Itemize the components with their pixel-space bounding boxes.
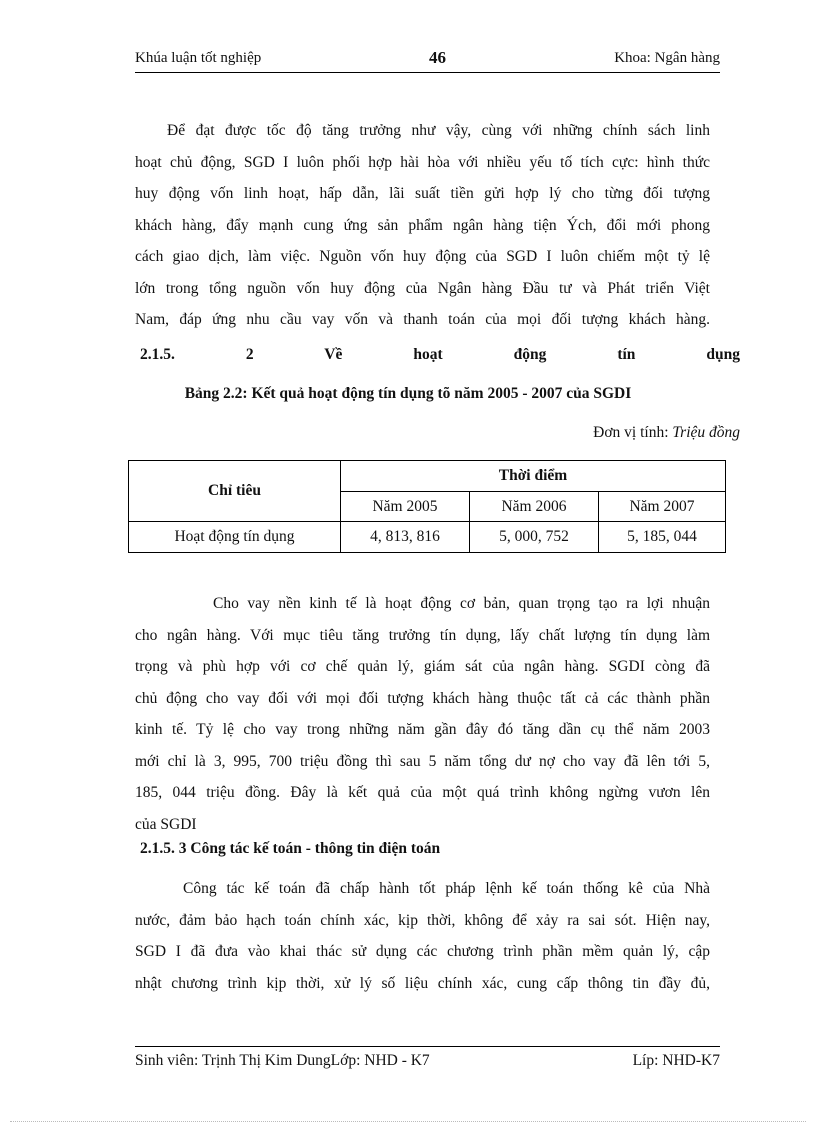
heading-word: hoạt [413, 346, 443, 363]
year-2007: Năm 2007 [599, 492, 726, 522]
paragraph-line: của SGDI [135, 815, 197, 833]
heading-word: Về [324, 346, 343, 363]
row-label: Hoạt động tín dụng [129, 522, 341, 553]
heading-word: dụng [706, 346, 740, 363]
page-header [135, 48, 720, 72]
paragraph-line: khách hàng, đẩy mạnh cung ứng sản phẩm ngân hàng tiện Ých, đổi mới phong [135, 216, 710, 234]
value-2007: 5, 185, 044 [599, 522, 726, 553]
paragraph-line: Công tác kế toán đã chấp hành tốt pháp lệnh kế toán thống kê của Nhà [183, 880, 710, 897]
paragraph-line: nước, đảm bảo hạch toán chính xác, kịp thời, không để xảy ra sai sót. Hiện nay, [135, 911, 710, 929]
header-thesis-title: Khúa luận tốt nghiệp [135, 50, 262, 66]
table-header-row [129, 461, 726, 492]
footer-class: Líp: NHD-K7 [632, 1052, 720, 1069]
paragraph-line: huy động vốn linh hoạt, hấp dẫn, lãi suất tiền gửi hợp lý cho từng đối tượng [135, 185, 710, 202]
value-2005: 4, 813, 816 [341, 522, 470, 553]
unit-value: Triệu đồng [672, 424, 740, 441]
header-faculty: Khoa: Ngân hàng [614, 50, 720, 66]
year-2006: Năm 2006 [470, 492, 599, 522]
paragraph-line: mới chỉ là 3, 995, 700 triệu đồng thì sau 5 năm tổng dư nợ cho vay đã lên tới 5, [135, 752, 710, 770]
year-2005: Năm 2005 [341, 492, 470, 522]
heading-word: tín [617, 346, 636, 363]
header-indicator: Chỉ tiêu [129, 461, 341, 522]
paragraph-line: Nam, đáp ứng nhu cầu vay vốn và thanh toán của mọi đối tượng khách hàng. [135, 311, 710, 328]
unit-label [593, 424, 740, 442]
paragraph-line: nhật chương trình kịp thời, xử lý số liệu chính xác, cung cấp thông tin đầy đủ, [135, 974, 710, 992]
paragraph-line: SGD I đã đưa vào khai thác sử dụng các chương trình phần mềm quản lý, cập [135, 943, 710, 960]
paragraph-1 [135, 115, 710, 336]
heading-word: động [513, 346, 547, 363]
paragraph-line: chủ động cho vay đối với mọi đối tượng khách hàng thuộc tất cả các thành phần [135, 689, 710, 707]
paragraph-2 [135, 588, 710, 840]
page-number: 46 [429, 48, 446, 67]
paragraph-line: lớn trong tổng nguồn vốn huy động của Ngân hàng Đầu tư và Phát triển Việt [135, 279, 710, 297]
paragraph-line: cho ngân hàng. Với mục tiêu tăng trưởng tín dụng, lấy chất lượng tín dụng làm [135, 626, 710, 644]
table-row [129, 522, 726, 553]
paragraph-3 [135, 873, 710, 999]
section-heading-accounting: 2.1.5. 3 Công tác kế toán - thông tin điện toán [140, 840, 441, 857]
page-bottom-border [10, 1121, 806, 1122]
paragraph-line: kinh tế. Tỷ lệ cho vay trong những năm gần đây đó tăng dần cụ thể năm 2003 [135, 721, 710, 738]
value-2006: 5, 000, 752 [470, 522, 599, 553]
paragraph-line: cách giao dịch, làm việc. Nguồn vốn huy động của SGD I luôn chiếm một tỷ lệ [135, 248, 710, 265]
header-time: Thời điểm [341, 461, 726, 492]
section-sub: 2 [245, 346, 254, 363]
paragraph-line: Cho vay nền kinh tế là hoạt động cơ bản, quan trọng tạo ra lợi nhuận [213, 595, 710, 612]
section-number: 2.1.5. [140, 346, 175, 363]
header-rule [135, 72, 720, 73]
paragraph-line: hoạt chủ động, SGD I luôn phối hợp hài hòa với nhiều yếu tố tích cực: hình thức [135, 153, 710, 171]
paragraph-line: Để đạt được tốc độ tăng trưởng như vậy, cùng với những chính sách linh [167, 122, 710, 139]
credit-results-table [128, 460, 726, 553]
footer-student: Sinh viên: Trịnh Thị Kim DungLớp: NHD - K7 [135, 1052, 430, 1069]
unit-prefix: Đơn vị tính: [593, 424, 669, 441]
paragraph-line: 185, 044 triệu đồng. Đây là kết quả của một quá trình không ngừng vươn lên [135, 784, 710, 801]
table-caption: Bảng 2.2: Kết quả hoạt động tín dụng tõ năm 2005 - 2007 của SGDI [184, 385, 632, 402]
section-heading-credit [140, 346, 740, 364]
footer-rule [135, 1046, 720, 1047]
paragraph-line: trọng và phù hợp với cơ chế quản lý, giám sát của ngân hàng. SGDI còng đã [135, 658, 710, 675]
